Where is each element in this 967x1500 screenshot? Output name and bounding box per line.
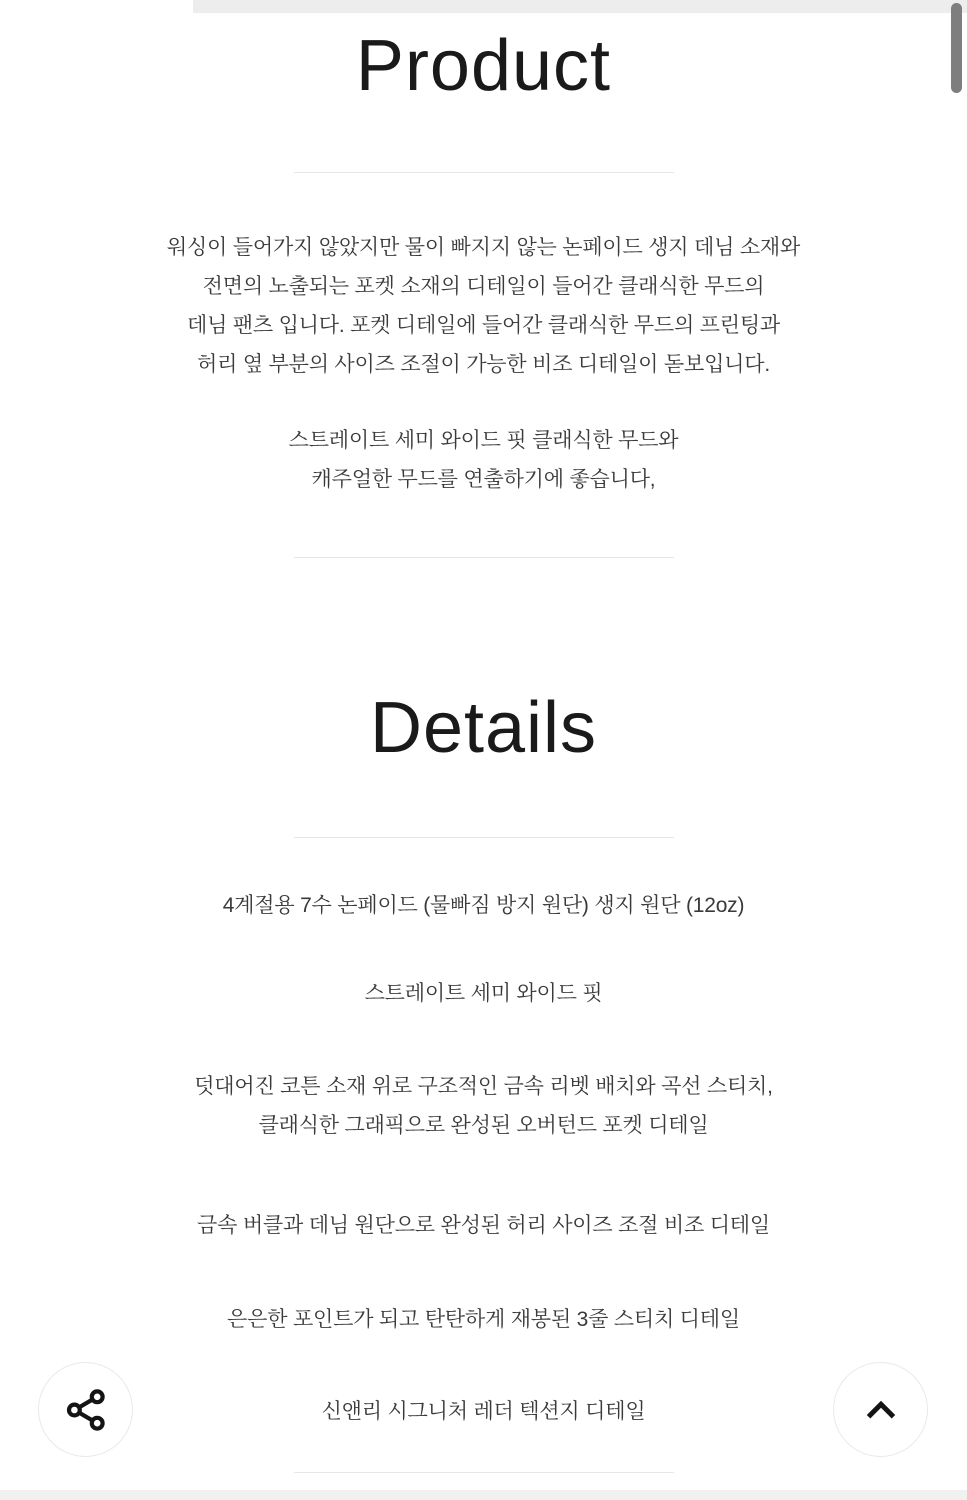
previous-image-bottom-edge bbox=[193, 0, 967, 13]
details-section-heading: Details bbox=[369, 688, 598, 768]
detail-item bbox=[0, 1300, 967, 1339]
detail-item bbox=[0, 1392, 967, 1431]
text-line: 스트레이트 세미 와이드 핏 bbox=[364, 982, 603, 1005]
text-line: 캐주얼한 무드를 연출하기에 좋습니다, bbox=[311, 468, 656, 491]
text-line: 허리 옆 부분의 사이즈 조절이 가능한 비조 디테일이 돋보입니다. bbox=[197, 353, 770, 376]
detail-item bbox=[0, 886, 967, 925]
text-line: 클래식한 그래픽으로 완성된 오버턴드 포켓 디테일 bbox=[258, 1114, 709, 1137]
text-line: 4계절용 7수 논페이드 (물빠짐 방지 원단) 생지 원단 (12oz) bbox=[222, 894, 745, 917]
section-divider bbox=[294, 172, 674, 173]
page-bottom-edge bbox=[0, 1490, 967, 1500]
text-line: 금속 버클과 데님 원단으로 완성된 허리 사이즈 조절 비조 디테일 bbox=[197, 1214, 770, 1237]
scroll-to-top-button[interactable] bbox=[833, 1362, 928, 1457]
share-nodes-icon bbox=[62, 1386, 110, 1434]
share-button[interactable] bbox=[38, 1362, 133, 1457]
product-section-heading: Product bbox=[355, 26, 612, 106]
text-line: 신앤리 시그니처 레더 텍션지 디테일 bbox=[321, 1400, 646, 1423]
detail-item bbox=[0, 1206, 967, 1245]
product-fit-paragraph bbox=[0, 421, 967, 499]
text-line: 워싱이 들어가지 않았지만 물이 빠지지 않는 논페이드 생지 데님 소재와 bbox=[166, 236, 801, 259]
detail-item bbox=[0, 974, 967, 1013]
text-line: 은은한 포인트가 되고 탄탄하게 재봉된 3줄 스티치 디테일 bbox=[227, 1308, 740, 1331]
section-divider bbox=[294, 1472, 674, 1473]
text-line: 덧대어진 코튼 소재 위로 구조적인 금속 리벳 배치와 곡선 스티치, bbox=[194, 1075, 773, 1098]
text-line: 데님 팬츠 입니다. 포켓 디테일에 들어간 클래식한 무드의 프린팅과 bbox=[186, 314, 781, 337]
section-divider bbox=[294, 837, 674, 838]
text-line: 스트레이트 세미 와이드 핏 클래식한 무드와 bbox=[288, 429, 679, 452]
product-description-paragraph bbox=[0, 228, 967, 384]
text-line: 전면의 노출되는 포켓 소재의 디테일이 들어간 클래식한 무드의 bbox=[202, 275, 765, 298]
chevron-up-icon bbox=[858, 1387, 904, 1433]
detail-item bbox=[0, 1067, 967, 1145]
section-divider bbox=[294, 557, 674, 558]
